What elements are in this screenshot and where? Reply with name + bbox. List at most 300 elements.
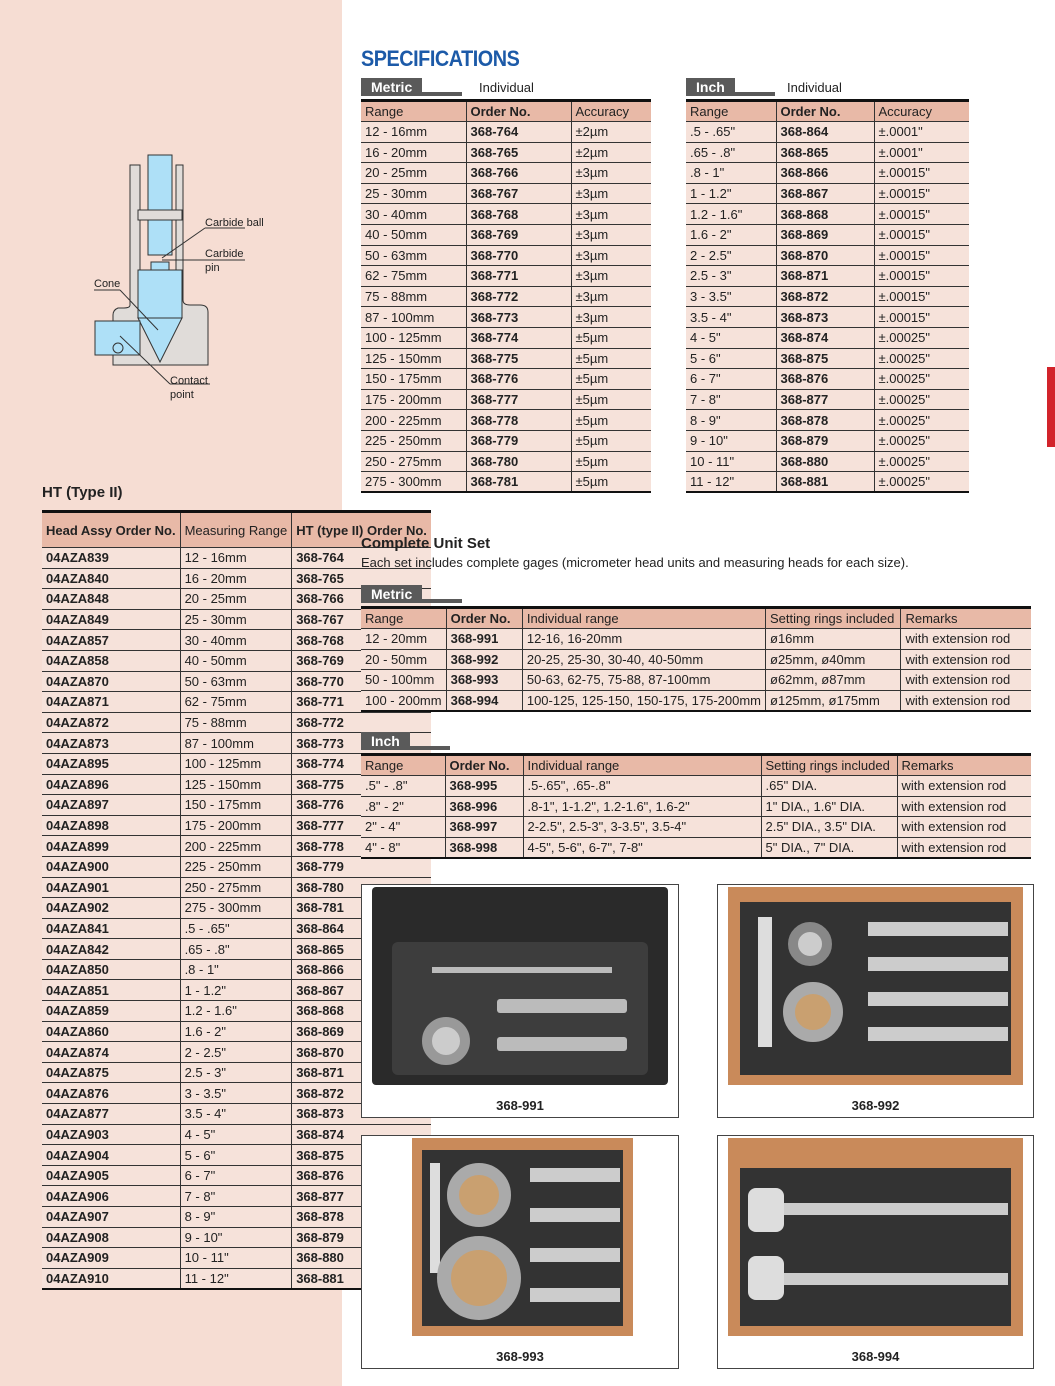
tag-label: Metric bbox=[361, 585, 422, 603]
table-cell: ±.00015" bbox=[874, 163, 969, 184]
table-cell: with extension rod bbox=[897, 776, 1031, 797]
table-cell: 04AZA851 bbox=[42, 980, 180, 1001]
table-cell: 04AZA849 bbox=[42, 609, 180, 630]
table-cell: 368-765 bbox=[292, 568, 431, 589]
table-cell: 368-872 bbox=[776, 286, 874, 307]
column-header: Range bbox=[686, 101, 776, 122]
complete-metric-table bbox=[361, 606, 1031, 712]
table-cell: 40 - 50mm bbox=[180, 650, 292, 671]
table-cell: .65" DIA. bbox=[761, 776, 897, 797]
product-photo-368-991 bbox=[361, 884, 679, 1118]
table-cell: ±5µm bbox=[571, 389, 651, 410]
table-row bbox=[686, 327, 969, 348]
table-cell: ±5µm bbox=[571, 451, 651, 472]
table-cell: ±.00025" bbox=[874, 389, 969, 410]
table-cell: 3.5 - 4" bbox=[180, 1104, 292, 1125]
metric-individual-table bbox=[361, 99, 651, 493]
product-photo-368-994 bbox=[717, 1135, 1034, 1369]
table-cell: ±5µm bbox=[571, 472, 651, 493]
table-cell: 2.5 - 3" bbox=[180, 1062, 292, 1083]
table-cell: 368-879 bbox=[292, 1227, 431, 1248]
table-cell: ±.00025" bbox=[874, 348, 969, 369]
table-cell: 368-864 bbox=[292, 918, 431, 939]
table-cell: 368-777 bbox=[292, 815, 431, 836]
table-cell: 275 - 300mm bbox=[180, 898, 292, 919]
table-cell: 04AZA841 bbox=[42, 918, 180, 939]
table-cell: 30 - 40mm bbox=[361, 204, 466, 225]
table-row bbox=[361, 369, 651, 390]
table-cell: 368-778 bbox=[292, 836, 431, 857]
table-cell: 125 - 150mm bbox=[180, 774, 292, 795]
table-cell: 368-871 bbox=[776, 266, 874, 287]
table-cell: 368-780 bbox=[292, 877, 431, 898]
case-image bbox=[412, 1138, 633, 1336]
complete-inch-tag bbox=[361, 732, 450, 750]
table-row bbox=[686, 348, 969, 369]
table-cell: 1.2 - 1.6" bbox=[686, 204, 776, 225]
table-cell: 20 - 50mm bbox=[361, 649, 446, 670]
table-cell: 368-874 bbox=[776, 327, 874, 348]
table-cell: ±.00015" bbox=[874, 204, 969, 225]
table-cell: ±.00015" bbox=[874, 307, 969, 328]
table-cell: 368-994 bbox=[446, 690, 522, 711]
table-cell: 4-5", 5-6", 6-7", 7-8" bbox=[523, 837, 761, 858]
table-cell: 368-767 bbox=[466, 183, 571, 204]
complete-inch-table bbox=[361, 753, 1031, 859]
photo-caption: 368-992 bbox=[851, 1098, 900, 1113]
table-cell: ±2µm bbox=[571, 142, 651, 163]
complete-set-description: Each set includes complete gages (micrometer head units and measuring heads for each size). bbox=[361, 555, 909, 570]
table-cell: ±.00025" bbox=[874, 327, 969, 348]
table-row bbox=[361, 837, 1031, 858]
table-row bbox=[361, 163, 651, 184]
table-cell: 368-876 bbox=[292, 1165, 431, 1186]
cross-section-diagram bbox=[80, 140, 260, 410]
table-cell: 368-867 bbox=[292, 980, 431, 1001]
table-cell: 368-771 bbox=[292, 692, 431, 713]
table-cell: 62 - 75mm bbox=[180, 692, 292, 713]
table-cell: .8" - 2" bbox=[361, 796, 445, 817]
tag-label: Inch bbox=[686, 78, 735, 96]
table-header-row bbox=[361, 608, 1031, 629]
table-cell: with extension rod bbox=[901, 649, 1031, 670]
table-cell: 04AZA860 bbox=[42, 1021, 180, 1042]
table-cell: .5 - .65" bbox=[180, 918, 292, 939]
column-header: Accuracy bbox=[571, 101, 651, 122]
table-cell: 368-880 bbox=[292, 1248, 431, 1269]
table-cell: 1.6 - 2" bbox=[686, 224, 776, 245]
case-image bbox=[372, 887, 668, 1085]
table-cell: 04AZA873 bbox=[42, 733, 180, 754]
tag-label: Inch bbox=[361, 732, 410, 750]
table-cell: 04AZA910 bbox=[42, 1268, 180, 1289]
table-cell: 3 - 3.5" bbox=[180, 1083, 292, 1104]
table-cell: 04AZA907 bbox=[42, 1207, 180, 1228]
table-cell: 368-874 bbox=[292, 1124, 431, 1145]
case-image bbox=[728, 887, 1023, 1085]
table-cell: ±3µm bbox=[571, 286, 651, 307]
table-cell: 04AZA858 bbox=[42, 650, 180, 671]
table-cell: 368-766 bbox=[292, 589, 431, 610]
table-cell: ±5µm bbox=[571, 410, 651, 431]
table-cell: 368-772 bbox=[292, 712, 431, 733]
table-row bbox=[686, 410, 969, 431]
table-cell: ø25mm, ø40mm bbox=[766, 649, 901, 670]
table-cell: 9 - 10" bbox=[180, 1227, 292, 1248]
table-cell: 368-879 bbox=[776, 430, 874, 451]
table-cell: with extension rod bbox=[901, 670, 1031, 691]
table-cell: 368-871 bbox=[292, 1062, 431, 1083]
table-cell: 368-771 bbox=[466, 266, 571, 287]
table-cell: .8 - 1" bbox=[686, 163, 776, 184]
table-cell: 368-873 bbox=[292, 1104, 431, 1125]
table-cell: 100-125, 125-150, 150-175, 175-200mm bbox=[522, 690, 765, 711]
table-cell: 04AZA874 bbox=[42, 1042, 180, 1063]
table-cell: 368-781 bbox=[292, 898, 431, 919]
column-header: Range bbox=[361, 755, 445, 776]
table-cell: with extension rod bbox=[897, 837, 1031, 858]
table-cell: 368-779 bbox=[292, 856, 431, 877]
table-cell: ±3µm bbox=[571, 307, 651, 328]
label-cone: Cone bbox=[94, 278, 121, 290]
table-cell: 20 - 25mm bbox=[361, 163, 466, 184]
table-cell: 368-869 bbox=[776, 224, 874, 245]
table-cell: 2.5" DIA., 3.5" DIA. bbox=[761, 817, 897, 838]
table-cell: 368-768 bbox=[466, 204, 571, 225]
table-cell: 368-768 bbox=[292, 630, 431, 651]
table-cell: 04AZA839 bbox=[42, 548, 180, 569]
label-contact-point: Contact point bbox=[170, 375, 208, 401]
table-cell: 175 - 200mm bbox=[361, 389, 466, 410]
table-row bbox=[686, 286, 969, 307]
table-cell: 200 - 225mm bbox=[361, 410, 466, 431]
table-row bbox=[361, 629, 1031, 650]
table-cell: .65 - .8" bbox=[686, 142, 776, 163]
table-cell: 50 - 63mm bbox=[180, 671, 292, 692]
table-cell: with extension rod bbox=[897, 817, 1031, 838]
table-row bbox=[686, 369, 969, 390]
table-cell: 368-773 bbox=[466, 307, 571, 328]
table-row bbox=[361, 776, 1031, 797]
table-row bbox=[361, 122, 651, 143]
table-row bbox=[686, 472, 969, 493]
table-cell: 10 - 11" bbox=[180, 1248, 292, 1269]
table-row bbox=[686, 451, 969, 472]
table-cell: 8 - 9" bbox=[686, 410, 776, 431]
table-cell: 04AZA877 bbox=[42, 1104, 180, 1125]
table-cell: 150 - 175mm bbox=[180, 795, 292, 816]
table-cell: 4 - 5" bbox=[686, 327, 776, 348]
table-row bbox=[361, 266, 651, 287]
complete-metric-tag bbox=[361, 585, 462, 603]
table-cell: ±.00025" bbox=[874, 430, 969, 451]
metric-tag bbox=[361, 78, 462, 96]
table-cell: 40 - 50mm bbox=[361, 224, 466, 245]
table-cell: 368-764 bbox=[292, 548, 431, 569]
table-cell: 368-865 bbox=[776, 142, 874, 163]
table-cell: 04AZA842 bbox=[42, 939, 180, 960]
table-header-row bbox=[361, 101, 651, 122]
table-row bbox=[361, 796, 1031, 817]
ht-title: HT (Type II) bbox=[42, 484, 123, 501]
table-cell: 368-992 bbox=[446, 649, 522, 670]
table-cell: ±3µm bbox=[571, 183, 651, 204]
table-cell: 368-865 bbox=[292, 939, 431, 960]
column-header: Head Assy Order No. bbox=[42, 512, 180, 548]
table-cell: with extension rod bbox=[897, 796, 1031, 817]
table-cell: .8-1", 1-1.2", 1.2-1.6", 1.6-2" bbox=[523, 796, 761, 817]
table-cell: 11 - 12" bbox=[180, 1268, 292, 1289]
column-header: Range bbox=[361, 101, 466, 122]
table-cell: 100 - 125mm bbox=[180, 753, 292, 774]
table-cell: ±3µm bbox=[571, 245, 651, 266]
metric-subtitle: Individual bbox=[479, 80, 534, 95]
table-cell: 04AZA909 bbox=[42, 1248, 180, 1269]
table-row bbox=[361, 224, 651, 245]
product-photo-368-992 bbox=[717, 884, 1034, 1118]
table-cell: 3 - 3.5" bbox=[686, 286, 776, 307]
case-image bbox=[728, 1138, 1023, 1336]
table-cell: 2" - 4" bbox=[361, 817, 445, 838]
table-cell: 04AZA859 bbox=[42, 1001, 180, 1022]
table-cell: ±5µm bbox=[571, 327, 651, 348]
table-cell: 368-770 bbox=[292, 671, 431, 692]
column-header: Order No. bbox=[466, 101, 571, 122]
table-cell: ±.0001" bbox=[874, 122, 969, 143]
table-cell: 368-778 bbox=[466, 410, 571, 431]
table-cell: 100 - 125mm bbox=[361, 327, 466, 348]
table-row bbox=[361, 142, 651, 163]
table-cell: 2.5 - 3" bbox=[686, 266, 776, 287]
table-row bbox=[361, 451, 651, 472]
column-header: Individual range bbox=[523, 755, 761, 776]
table-row bbox=[361, 389, 651, 410]
table-cell: 368-772 bbox=[466, 286, 571, 307]
table-header-row bbox=[361, 755, 1031, 776]
table-cell: 368-767 bbox=[292, 609, 431, 630]
table-cell: 04AZA899 bbox=[42, 836, 180, 857]
table-cell: 04AZA897 bbox=[42, 795, 180, 816]
table-cell: 368-878 bbox=[776, 410, 874, 431]
column-header: Remarks bbox=[901, 608, 1031, 629]
table-row bbox=[361, 204, 651, 225]
table-cell: .5" - .8" bbox=[361, 776, 445, 797]
tag-label: Metric bbox=[361, 78, 422, 96]
table-cell: 368-774 bbox=[466, 327, 571, 348]
table-cell: with extension rod bbox=[901, 690, 1031, 711]
table-cell: ±.00025" bbox=[874, 410, 969, 431]
table-row bbox=[361, 690, 1031, 711]
table-cell: ±.00025" bbox=[874, 472, 969, 493]
table-cell: 04AZA876 bbox=[42, 1083, 180, 1104]
table-cell: 368-993 bbox=[446, 670, 522, 691]
table-cell: 368-875 bbox=[776, 348, 874, 369]
page-title: SPECIFICATIONS bbox=[361, 46, 520, 71]
product-photo-368-993 bbox=[361, 1135, 679, 1369]
table-cell: 30 - 40mm bbox=[180, 630, 292, 651]
table-row bbox=[42, 856, 431, 877]
table-cell: 368-872 bbox=[292, 1083, 431, 1104]
table-cell: 75 - 88mm bbox=[361, 286, 466, 307]
table-cell: 368-877 bbox=[292, 1186, 431, 1207]
table-cell: 50-63, 62-75, 75-88, 87-100mm bbox=[522, 670, 765, 691]
table-row bbox=[361, 472, 651, 493]
table-row bbox=[686, 224, 969, 245]
table-cell: 87 - 100mm bbox=[361, 307, 466, 328]
table-cell: 368-770 bbox=[466, 245, 571, 266]
table-cell: ±.00025" bbox=[874, 369, 969, 390]
table-row bbox=[361, 430, 651, 451]
table-cell: 150 - 175mm bbox=[361, 369, 466, 390]
table-cell: 368-878 bbox=[292, 1207, 431, 1228]
table-cell: 04AZA872 bbox=[42, 712, 180, 733]
table-row bbox=[361, 348, 651, 369]
table-cell: 368-870 bbox=[776, 245, 874, 266]
table-cell: ø16mm bbox=[766, 629, 901, 650]
table-cell: 368-776 bbox=[292, 795, 431, 816]
table-cell: 12 - 20mm bbox=[361, 629, 446, 650]
table-cell: 04AZA898 bbox=[42, 815, 180, 836]
table-cell: 16 - 20mm bbox=[180, 568, 292, 589]
table-cell: 04AZA906 bbox=[42, 1186, 180, 1207]
table-cell: 87 - 100mm bbox=[180, 733, 292, 754]
table-row bbox=[686, 163, 969, 184]
table-cell: 20 - 25mm bbox=[180, 589, 292, 610]
column-header: Range bbox=[361, 608, 446, 629]
table-cell: 2-2.5", 2.5-3", 3-3.5", 3.5-4" bbox=[523, 817, 761, 838]
table-header-row bbox=[686, 101, 969, 122]
table-cell: 25 - 30mm bbox=[361, 183, 466, 204]
table-cell: ø125mm, ø175mm bbox=[766, 690, 901, 711]
table-cell: 1" DIA., 1.6" DIA. bbox=[761, 796, 897, 817]
photo-caption: 368-993 bbox=[496, 1349, 544, 1364]
inch-individual-table bbox=[686, 99, 969, 493]
table-cell: 04AZA850 bbox=[42, 959, 180, 980]
column-header: Individual range bbox=[522, 608, 765, 629]
table-row bbox=[42, 712, 431, 733]
table-cell: ±.00015" bbox=[874, 224, 969, 245]
table-cell: 368-776 bbox=[466, 369, 571, 390]
table-cell: 8 - 9" bbox=[180, 1207, 292, 1228]
table-cell: .8 - 1" bbox=[180, 959, 292, 980]
table-cell: 368-881 bbox=[776, 472, 874, 493]
table-cell: 6 - 7" bbox=[686, 369, 776, 390]
table-cell: 2 - 2.5" bbox=[180, 1042, 292, 1063]
table-cell: ±3µm bbox=[571, 204, 651, 225]
table-cell: 12-16, 16-20mm bbox=[522, 629, 765, 650]
table-cell: 368-868 bbox=[292, 1001, 431, 1022]
column-header: Order No. bbox=[445, 755, 523, 776]
table-cell: ±.0001" bbox=[874, 142, 969, 163]
table-cell: 368-864 bbox=[776, 122, 874, 143]
table-row bbox=[686, 266, 969, 287]
table-cell: ±5µm bbox=[571, 369, 651, 390]
table-cell: 1.2 - 1.6" bbox=[180, 1001, 292, 1022]
table-cell: 04AZA895 bbox=[42, 753, 180, 774]
column-header: Remarks bbox=[897, 755, 1031, 776]
column-header: Accuracy bbox=[874, 101, 969, 122]
label-carbide-ball: Carbide ball bbox=[205, 217, 264, 229]
table-row bbox=[361, 245, 651, 266]
table-cell: 9 - 10" bbox=[686, 430, 776, 451]
column-header: HT (type II) Order No. bbox=[292, 512, 431, 548]
column-header: Measuring Range bbox=[180, 512, 292, 548]
table-cell: 04AZA901 bbox=[42, 877, 180, 898]
table-cell: 368-991 bbox=[446, 629, 522, 650]
table-cell: 04AZA896 bbox=[42, 774, 180, 795]
table-cell: 368-881 bbox=[292, 1268, 431, 1289]
inch-tag bbox=[686, 78, 775, 96]
table-cell: 04AZA875 bbox=[42, 1062, 180, 1083]
table-cell: 100 - 200mm bbox=[361, 690, 446, 711]
photo-caption: 368-991 bbox=[496, 1098, 544, 1113]
table-cell: 6 - 7" bbox=[180, 1165, 292, 1186]
table-cell: ±3µm bbox=[571, 224, 651, 245]
table-cell: 04AZA905 bbox=[42, 1165, 180, 1186]
table-cell: 04AZA840 bbox=[42, 568, 180, 589]
table-cell: ±.00015" bbox=[874, 286, 969, 307]
table-cell: 200 - 225mm bbox=[180, 836, 292, 857]
table-cell: 368-775 bbox=[466, 348, 571, 369]
column-header: Setting rings included bbox=[761, 755, 897, 776]
table-cell: 2 - 2.5" bbox=[686, 245, 776, 266]
table-cell: 1 - 1.2" bbox=[686, 183, 776, 204]
table-cell: 04AZA908 bbox=[42, 1227, 180, 1248]
table-cell: 275 - 300mm bbox=[361, 472, 466, 493]
table-cell: 7 - 8" bbox=[180, 1186, 292, 1207]
table-row bbox=[686, 183, 969, 204]
table-cell: 368-775 bbox=[292, 774, 431, 795]
column-header: Order No. bbox=[776, 101, 874, 122]
table-cell: 10 - 11" bbox=[686, 451, 776, 472]
table-cell: 368-866 bbox=[776, 163, 874, 184]
table-cell: 04AZA903 bbox=[42, 1124, 180, 1145]
table-cell: 368-995 bbox=[445, 776, 523, 797]
table-cell: 368-765 bbox=[466, 142, 571, 163]
table-cell: 368-877 bbox=[776, 389, 874, 410]
table-cell: 1.6 - 2" bbox=[180, 1021, 292, 1042]
table-cell: 11 - 12" bbox=[686, 472, 776, 493]
table-cell: 125 - 150mm bbox=[361, 348, 466, 369]
complete-set-title: Complete Unit Set bbox=[361, 535, 491, 552]
label-carbide-pin: Carbide pin bbox=[205, 248, 244, 274]
table-cell: 368-869 bbox=[292, 1021, 431, 1042]
table-cell: 20-25, 25-30, 30-40, 40-50mm bbox=[522, 649, 765, 670]
table-cell: 368-769 bbox=[292, 650, 431, 671]
column-header: Order No. bbox=[446, 608, 522, 629]
table-cell: 368-774 bbox=[292, 753, 431, 774]
table-cell: 368-876 bbox=[776, 369, 874, 390]
table-cell: 4" - 8" bbox=[361, 837, 445, 858]
table-row bbox=[686, 307, 969, 328]
table-row bbox=[361, 286, 651, 307]
table-cell: 368-998 bbox=[445, 837, 523, 858]
inch-subtitle: Individual bbox=[787, 80, 842, 95]
table-cell: .5-.65", .65-.8" bbox=[523, 776, 761, 797]
table-cell: .65 - .8" bbox=[180, 939, 292, 960]
table-cell: ±3µm bbox=[571, 163, 651, 184]
table-cell: 368-764 bbox=[466, 122, 571, 143]
table-cell: 04AZA857 bbox=[42, 630, 180, 651]
table-row bbox=[686, 204, 969, 225]
table-row bbox=[686, 122, 969, 143]
table-cell: .5 - .65" bbox=[686, 122, 776, 143]
table-cell: 368-866 bbox=[292, 959, 431, 980]
table-cell: 368-769 bbox=[466, 224, 571, 245]
table-cell: 5 - 6" bbox=[180, 1145, 292, 1166]
table-cell: 368-773 bbox=[292, 733, 431, 754]
table-cell: 368-870 bbox=[292, 1042, 431, 1063]
